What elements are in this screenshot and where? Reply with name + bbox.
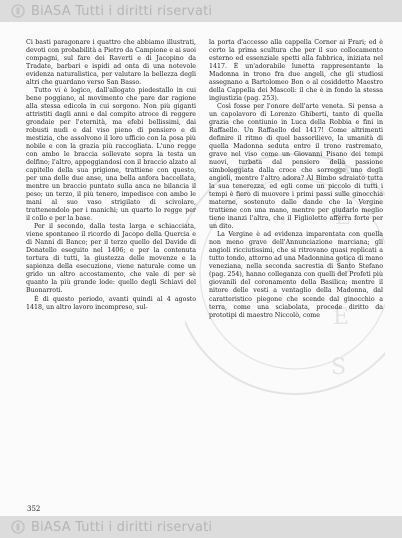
paragraph: Tutto vi è logico, dall'allogato piedestallo in cui bene poggiano, al movimento che pare dar ragione alla stessa edicola in cui sorgono. Non più giganti attristiti dagli anni e dal compito atroce di reggere grondaie per l'eternità, ma efebi bellissimi, dai robusti nudi e dal viso pieno di pensiero e di mestizia, che assolvono il loro ufficio con la posa più nobile e con la grazia più raccogliata. L'uno regge con ambo le braccia sollevate sopra la testa un delfino; l'altro, appoggiandosi con il braccio alzato al capitello della sua prigione, trattiene con questo, per una delle due anse, una bella anfora baccellata, mentre un braccio puntato sulla anca ne bilancia il peso; un terzo, il più tenero, impedisce con ambo le mani al suo vaso strigilato di scivolare, trattenendolo per i manichi; un quarto lo regge per il collo e per la base. [26, 87, 196, 223]
biasa-logo-icon [10, 519, 26, 535]
biasa-logo-icon [10, 3, 26, 19]
paragraph: Così fosse per l'onore dell'arte veneta. Si pensa a un capolavoro di Lorenzo Ghiberti, tanto di quella grazia che contiunio in Luca della Robbia e fini in Raffaello. Un Raffaello del 1417! Come altrimenti definire il ritmo di quel bassorilievo, la umanità di quella Madonna seduta entro il trono rastremato, grave nel viso come un Giovanni Pisano dei tempi nuovi, turbata dal pensiero della passione simboleggiata dalla croce che sorregge uno degli angioli, mentre l'altro adora? Al Bimbo sdraiato tutta la sua tenerezza, ed egli come un piccolo di tutti i tempi è fiero di muovere i primi passi sulle ginocchia materne, sostenuto dalle dande che la Vergine trattiene con una mano, mentre per giudarlo meglio tiene inanzi l'altra, che il Figlioletto afferra forte per un dito. [209, 103, 383, 231]
page-number: 352 [27, 505, 41, 513]
watermark-banner-bottom [0, 516, 402, 538]
banner-text: BiASA Tutti i diritti riservati [31, 519, 213, 535]
svg-text:E: E [335, 205, 352, 230]
svg-text:E: E [333, 305, 350, 330]
svg-text:A: A [335, 155, 351, 180]
right-text-column [209, 39, 383, 320]
svg-text:S: S [331, 355, 347, 380]
left-text-column [26, 39, 196, 312]
paragraph: Ci basti paragonare i quattro che abbiamo illustrati, devoti con probabilità a Pietro da Campione e ai suoi compagni, sul fare dei Raverti e di Jacopino da Tradate, barbari e ispidi ad onta di una notevole evidenza naturalistica, per valutare la bellezza degli altri che guardano verso San Basso. [26, 39, 196, 87]
paragraph: La Vergine è ad evidenza imparentata con quella non meno grave dell'Annunciazione marciana; gli angioli ricciutissimi, che si ritrovano quasi replicati a tutto tondo, attorno ad una Madonnina gotica di mano veneziana, nella seconda sacrestia di Santo Stefano (pag. 254), hanno colleganza con quelli del Profeti più giovanili del coronamento della Basilica; mentre il nitore delle vesti a ventaglio della Madonna, dal caratteristico piegone che scende dal ginocchio a terra, come una sciabolata, procede diritto da prototipi di maestro Niccolò, come [209, 231, 383, 319]
paragraph: la porta d'accesso alla cappella Corner ai Frari; ed è certo la prima scultura che per il suo collocamento esterno ed essenziale spetti alla fabbrica, iniziata nel 1417. È un'adorabile lunetta rappresentante la Madonna in trono fra due angeli, che gli studiosi assegnano a Bartolomeo Bon o al cosiddetto Maestro della Cappella dei Mascoli: il che è in fondo la stessa ingiustizia (pag. 253). [209, 39, 383, 103]
svg-text:D: D [335, 255, 353, 280]
watermark-banner-top [0, 0, 402, 22]
banner-text: BiASA Tutti i diritti riservati [31, 3, 213, 19]
paragraph: È di questo periodo, avanti quindi al 4 agosto 1418, un altro lavoro incompreso, sul- [26, 295, 196, 311]
paragraph: Per il secondo, dalla testa larga e schiacciata, viene spontaneo il ricordo di Jacopo della Quercia e di Nanni di Banco; per il terzo quello del Davide di Donatello eseguito nel 1406; e per la contenuta tortura di tutti, la giustezza delle movenze e la sapienza della esecuzione, viene naturale come un grido un altro accostamento, che vale di per sè quanto la più grande lode: quello degli Schiavi del Buonarroti. [26, 223, 196, 295]
document-page [0, 22, 402, 516]
